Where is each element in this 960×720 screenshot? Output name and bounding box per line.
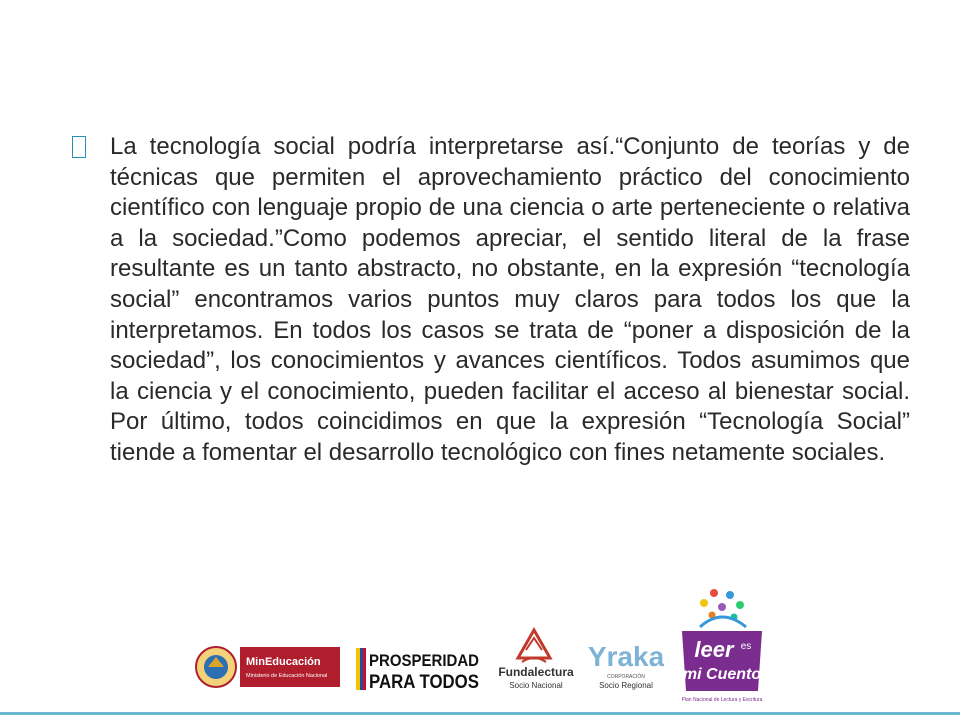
prosperidad-logo [356, 646, 482, 692]
prosperidad-line2: PARA TODOS [369, 672, 479, 692]
yraka-sub: Socio Regional [599, 681, 653, 690]
leer-line1: leer [694, 637, 734, 662]
leer-arc-text: Plan Nacional de Lectura y Escritura [681, 697, 763, 703]
yraka-name: Yraka [588, 641, 664, 672]
body-text: La tecnología social podría interpretarse así.“Conjunto de teorías y de técnicas que permiten el aprovechamiento práctico del conocimiento científico con lenguaje propio de una ciencia o arte perteneciente o relativa a la sociedad.”Como podemos apreciar, el sentido literal de la frase resultante es un tanto abstracto, no obstante, en la expresión “tecnología social” encontramos varios puntos muy claros para todos los que la interpretamos. En todos los casos se trata de “poner a disposición de la sociedad”, los conocimientos y avances científicos. Todos asumimos que la ciencia y el conocimiento, pueden facilitar el acceso al bienestar social. Por último, todos coincidimos en que la expresión “Tecnología Social” tiende a fomentar el desarrollo tecnológico con fines netamente sociales. [110, 133, 910, 466]
yraka-logo [588, 638, 664, 694]
mineducacion-name: MinEducación [246, 656, 321, 668]
book-bird-icon [518, 630, 550, 662]
fundalectura-name: Fundalectura [498, 665, 574, 679]
mineducacion-logo [194, 643, 342, 691]
colorful-people-icon [700, 589, 746, 627]
fundalectura-sub: Socio Nacional [509, 681, 563, 690]
leer-es-mi-cuento-logo [674, 585, 770, 709]
leer-line2: es [740, 641, 752, 652]
leer-line3: mi Cuento [682, 666, 762, 683]
fundalectura-logo [488, 624, 584, 694]
prosperidad-line1: PROSPERIDAD [369, 651, 479, 670]
footer-divider [0, 712, 960, 715]
bullet-marker-icon [72, 136, 86, 158]
yraka-org: CORPORACIÓN [607, 674, 645, 680]
mineducacion-sub: Ministerio de Educación Nacional [246, 673, 328, 679]
